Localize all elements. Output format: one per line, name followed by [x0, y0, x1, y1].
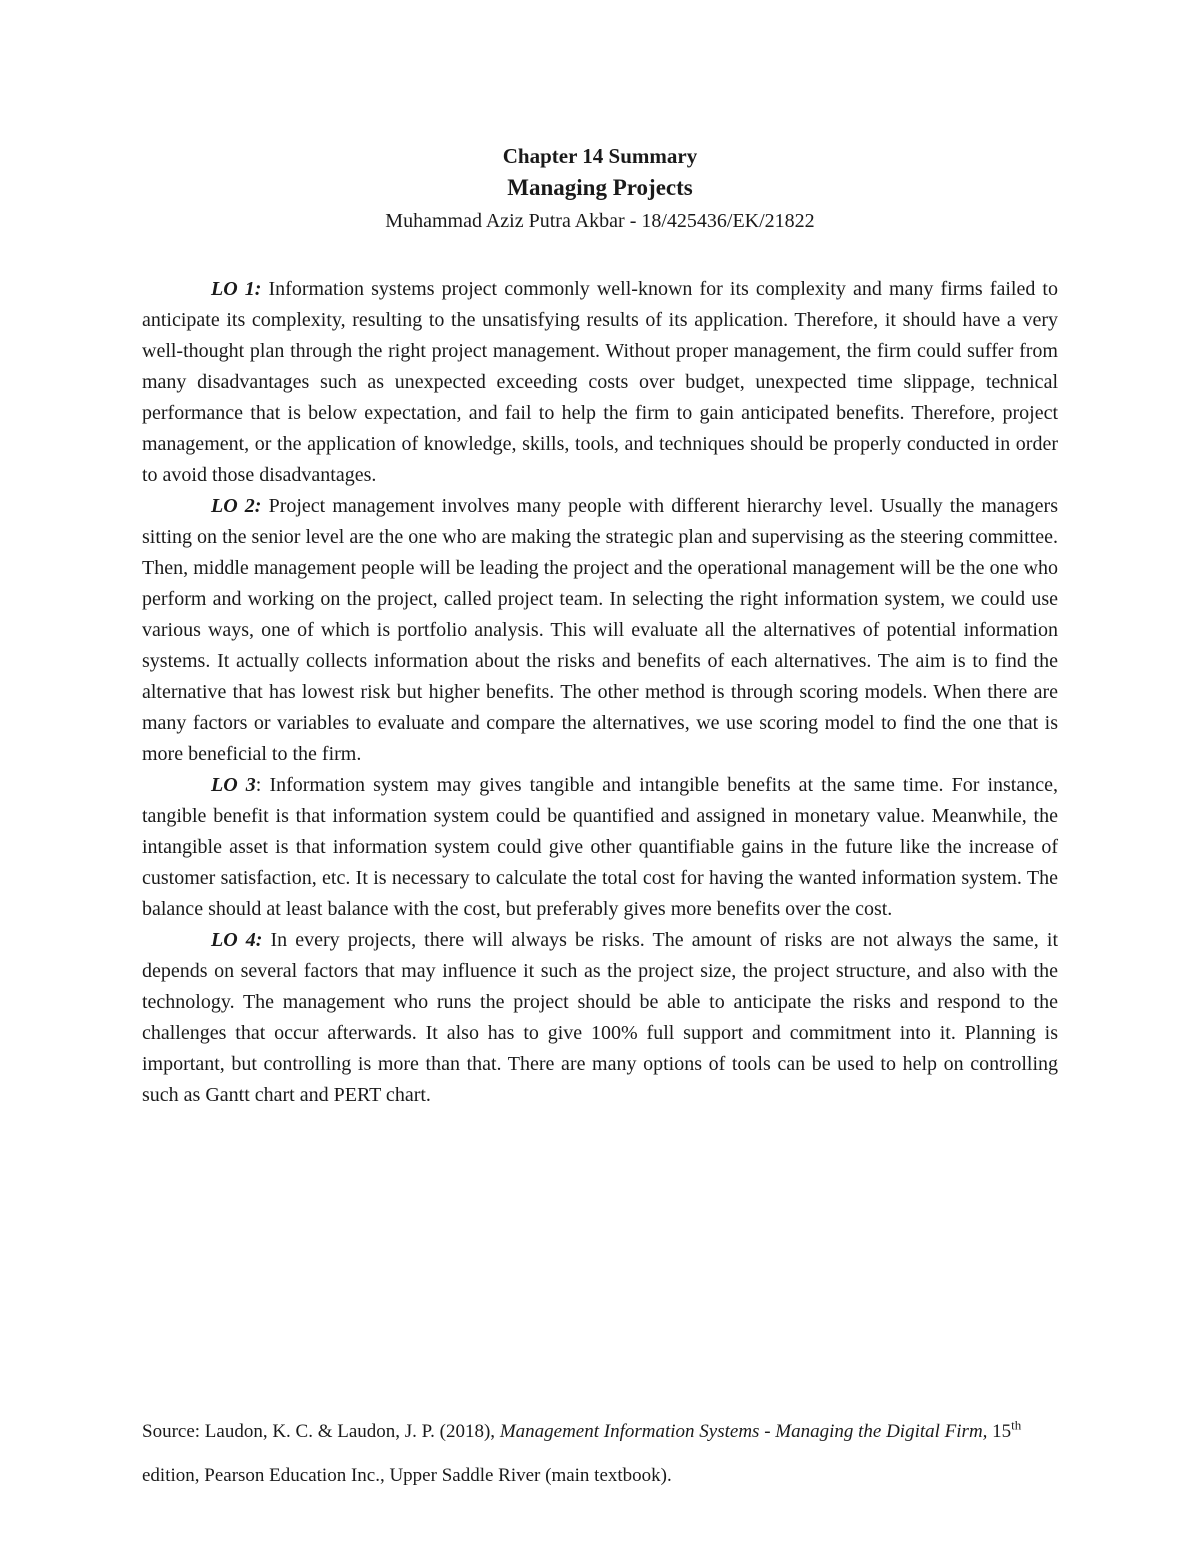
lo3-text: : Information system may gives tangible and intangible benefits at the same time. For instance, tangible benefit is that information system could be quantified and assigned in monetary value. Meanwhile, the intangible asset is that information system could give other quantifiable gains in the future like the increase of customer satisfaction, etc. It is necessary to calculate the total cost for having the wanted information system. The balance should at least balance with the cost, but preferably gives more benefits over the cost.	[142, 774, 1058, 920]
lo1-label: LO 1:	[211, 278, 262, 300]
lo4-label: LO 4:	[211, 929, 263, 951]
document-header	[0, 140, 1200, 238]
source-suffix: edition, Pearson Education Inc., Upper Saddle River (main textbook).	[142, 1465, 672, 1486]
lo3-paragraph	[142, 770, 1058, 925]
source-edition-number: 15	[987, 1421, 1012, 1442]
source-edition-superscript: th	[1011, 1417, 1022, 1433]
lo1-paragraph	[142, 274, 1058, 491]
author-line: Muhammad Aziz Putra Akbar - 18/425436/EK/21822	[385, 210, 815, 232]
source-citation	[142, 1410, 1058, 1498]
summary-body	[142, 274, 1058, 1111]
lo4-paragraph	[142, 925, 1058, 1111]
lo2-paragraph	[142, 491, 1058, 770]
document-title: Managing Projects	[507, 175, 693, 200]
lo3-label: LO 3	[211, 774, 256, 796]
lo2-text: Project management involves many people with different hierarchy level. Usually the managers sitting on the senior level are the one who are making the strategic plan and supervising as the steering committee. Then, middle management people will be leading the project and the operational management will be the one who perform and working on the project, called project team. In selecting the right information system, we could use various ways, one of which is portfolio analysis. This will evaluate all the alternatives of potential information systems. It actually collects information about the risks and benefits of each alternatives. The aim is to find the alternative that has lowest risk but higher benefits. The other method is through scoring models. When there are many factors or variables to evaluate and compare the alternatives, we use scoring model to find the one that is more beneficial to the firm.	[142, 495, 1058, 765]
source-book-title: Management Information Systems - Managing the Digital Firm,	[499, 1421, 988, 1442]
chapter-heading: Chapter 14 Summary	[502, 144, 698, 168]
source-prefix: Source: Laudon, K. C. & Laudon, J. P. (2018),	[142, 1421, 500, 1442]
lo1-text: Information systems project commonly well-known for its complexity and many firms failed to anticipate its complexity, resulting to the unsatisfying results of its application. Therefore, it should have a very well-thought plan through the right project management. Without proper management, the firm could suffer from many disadvantages such as unexpected exceeding costs over budget, unexpected time slippage, technical performance that is below expectation, and fail to help the firm to gain anticipated benefits. Therefore, project management, or the application of knowledge, skills, tools, and techniques should be properly conducted in order to avoid those disadvantages.	[142, 278, 1058, 486]
lo2-label: LO 2:	[211, 495, 262, 517]
lo4-text: In every projects, there will always be risks. The amount of risks are not always the same, it depends on several factors that may influence it such as the project size, the project structure, and also with the technology. The management who runs the project should be able to anticipate the risks and respond to the challenges that occur afterwards. It also has to give 100% full support and commitment into it. Planning is important, but controlling is more than that. There are many options of tools can be used to help on controlling such as Gantt chart and PERT chart.	[142, 929, 1059, 1106]
